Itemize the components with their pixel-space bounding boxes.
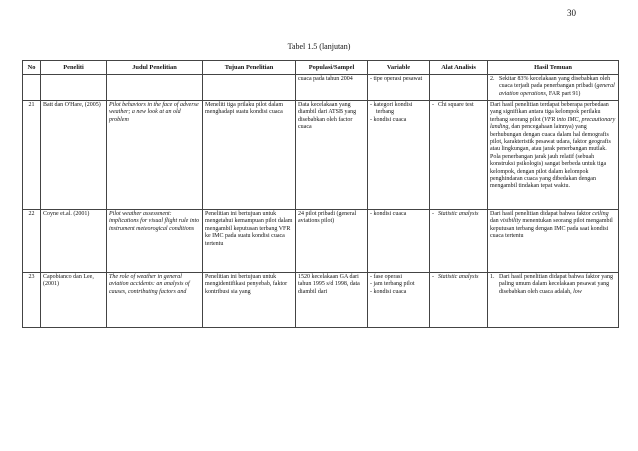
header-peneliti: Peneliti (41, 61, 107, 75)
header-populasi: Populasi/Sampel (296, 61, 368, 75)
cell-peneliti: Coyne et.al. (2001) (41, 210, 107, 273)
variable-item: - fase operasi (370, 274, 427, 281)
research-table (22, 60, 619, 328)
header-tujuan: Tujuan Penelitian (203, 61, 296, 75)
cell-variable (368, 101, 430, 210)
hasil-text: Dari hasil penelitian didapat bahwa faktor yang paling umum dalam kecelakaan pesawat yang disebabkan oleh cuaca adalah, (499, 274, 613, 295)
cell-variable (368, 75, 430, 101)
cell-no: 22 (23, 210, 41, 273)
hasil-tail: , FAR part 91) (545, 90, 581, 97)
hasil-italic: low (573, 288, 582, 295)
cell-populasi: cuaca pada tahun 2004 (296, 75, 368, 101)
variable-item: - kondisi cuaca (370, 211, 427, 218)
cell-tujuan (203, 75, 296, 101)
cell-no: 23 (23, 273, 41, 328)
alat-text: Chi square test (438, 102, 474, 108)
hasil-text: Sekitar 83% kecelakaan yang disebabkan oleh cuaca terjadi pada penerbangan pribadi ( (499, 76, 611, 90)
table-row (23, 273, 619, 328)
cell-populasi: Data kecelakaan yang diambil dari ATSB yang disebabkan oleh factor cuaca (296, 101, 368, 210)
cell-judul: The role of weather in general aviation accidents: an analysis of causes, contributing factors and (107, 273, 203, 328)
cell-tujuan: Penelitian ini bertujuan untuk mengidentifikasi penyebab, faktor kontribusi sia yang (203, 273, 296, 328)
hasil-text-cont: dan (490, 218, 501, 225)
hasil-number: 2. (490, 76, 495, 82)
cell-hasil (488, 75, 619, 101)
hasil-text-cont: menentukan seorang pilot mengambil keputusan terbang dengan IMC pada saat kondisi cuaca tertentu (490, 218, 613, 240)
cell-tujuan: Meneliti tiga prilaku pilot dalam menghadapi suatu kondisi cuaca (203, 101, 296, 210)
hasil-number: 1. (490, 274, 495, 280)
variable-item: - tipe operasi pesawat (370, 76, 427, 83)
table-row (23, 210, 619, 273)
header-variable: Variable (368, 61, 430, 75)
alat-text: Statistic analysis (438, 274, 479, 280)
variable-item: - kondisi cuaca (370, 289, 427, 296)
cell-alat: - Statistic analysis (430, 273, 488, 328)
alat-text: Statistic analysis (438, 211, 479, 217)
cell-alat (430, 75, 488, 101)
cell-no (23, 75, 41, 101)
table-row-continued (23, 75, 619, 101)
header-no: No (23, 61, 41, 75)
cell-peneliti: Batt dan O'Hare, (2005) (41, 101, 107, 210)
header-alat: Alat Analisis (430, 61, 488, 75)
table-caption: Tabel 1.5 (lanjutan) (287, 42, 351, 51)
cell-variable (368, 273, 430, 328)
header-judul: Judul Penelitian (107, 61, 203, 75)
page-number: 30 (567, 8, 576, 18)
cell-variable (368, 210, 430, 273)
cell-judul: Pilot weather assessment: implications for visual flight rule into instrument meteorogical conditions (107, 210, 203, 273)
hasil-text: Dari hasil penelitian terdapat beberapa perbedaan yang signifikan antara tiga kelompok perilaku terbang seorang pilot ( (490, 102, 609, 123)
hasil-text-cont: , dan pencegahaan lainnya) yang berhubungan dengan cuaca dalam hal demografis pilot, karakteristik pesawat udara, faktor geografis atau lingkungan, atau jarak penerbangan mutlak. Pola penerbangan jarak jauh relatif (sebuah konstruksi psikologis) sangat berbeda untuk tiga kelompok, dengan pilot dalam kelompok penghindaran cuaca yang dibedakan dengan mengambil tindakan tepat waktu. (490, 124, 611, 190)
cell-judul: Pilot behaviors in the face of adverse weather; a new look at an old problem (107, 101, 203, 210)
hasil-italic: visibility (500, 218, 521, 225)
cell-populasi: 1520 kecelakaan GA dari tahun 1995 s/d 1998, data diambil dari (296, 273, 368, 328)
cell-hasil (488, 273, 619, 328)
table-header-row (23, 61, 619, 75)
cell-alat: - Chi square test (430, 101, 488, 210)
hasil-italic: general aviation operations (499, 83, 615, 97)
cell-judul (107, 75, 203, 101)
variable-item: - kondisi cuaca (370, 117, 427, 124)
cell-alat: - Statistic analysis (430, 210, 488, 273)
header-hasil: Hasil Temuan (488, 61, 619, 75)
cell-hasil (488, 210, 619, 273)
cell-peneliti (41, 75, 107, 101)
cell-peneliti: Capobianco dan Lee, (2001) (41, 273, 107, 328)
cell-populasi: 24 pilot pribadi (general aviations pilot) (296, 210, 368, 273)
hasil-italic: VFR into IMC, precautionary landing (490, 116, 616, 131)
cell-hasil (488, 101, 619, 210)
cell-no: 21 (23, 101, 41, 210)
cell-tujuan: Penelitian ini bertujuan untuk mengetahui kemampuan pilot dalam mengambil keputusan terbang VFR ke IMC pada suatu kondisi cuaca tertentu (203, 210, 296, 273)
table-row (23, 101, 619, 210)
hasil-italic: ceiling (592, 211, 609, 217)
hasil-text: Dari hasil penelitian didapat bahwa faktor (490, 211, 593, 217)
variable-item: - jam terbang pilot (370, 281, 427, 288)
variable-item: - kategori kondisi terbang (370, 102, 427, 117)
